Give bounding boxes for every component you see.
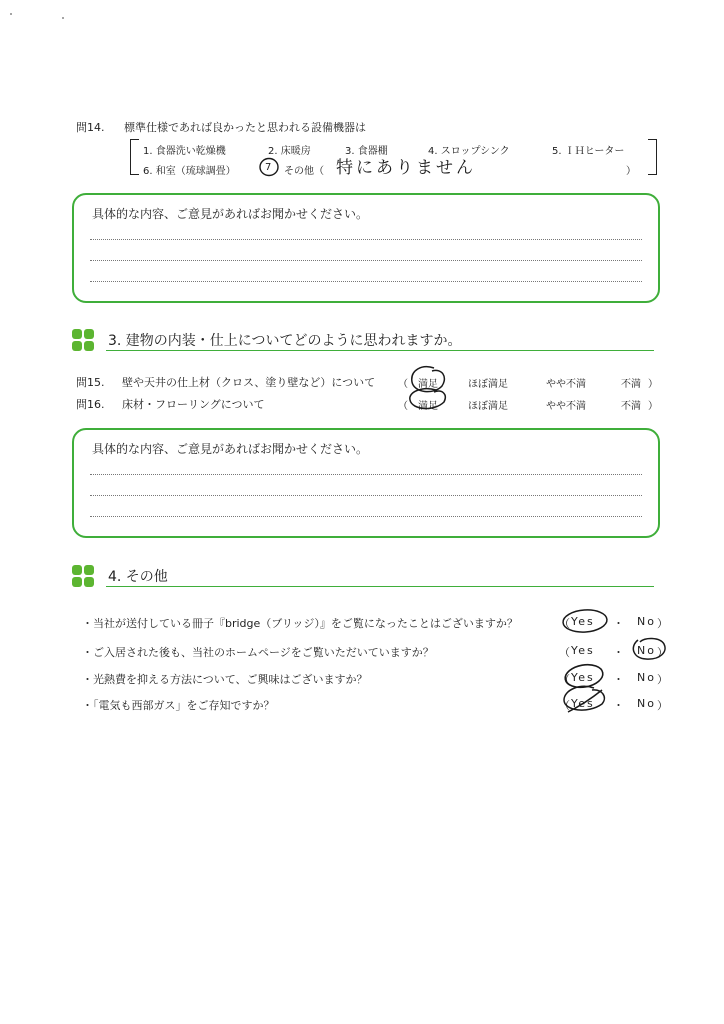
s4-q3-sep: ・ [613, 673, 624, 686]
q14-option-7-circle [258, 156, 282, 178]
s4-q3-open: （ [559, 673, 570, 686]
q15-open: （ [398, 379, 408, 390]
q14-comment-box[interactable] [72, 193, 660, 303]
q15-close: ） [648, 379, 658, 390]
s4-q2-answer-circle [628, 634, 670, 664]
q14-text: 標準仕様であれば良かったと思われる設備機器は [124, 121, 366, 134]
s4-q3-no[interactable]: No [637, 671, 656, 684]
s4-q4-text: ・「電気も西部ガス」をご存知ですか？ [82, 699, 275, 712]
clover-icon [72, 565, 94, 587]
q15-label: 問15. [76, 376, 105, 389]
section4-header [72, 565, 654, 587]
q16-answer-circle [404, 386, 452, 416]
s4-q4-sep: ・ [613, 699, 624, 712]
q15-text: 壁や天井の仕上材（クロス、塗り壁など）について [122, 376, 376, 389]
comment-line [90, 260, 642, 261]
s4-q4-close: ） [657, 699, 668, 712]
s4-q4-answer-circle [558, 684, 610, 716]
s4-q1-answer-circle [560, 604, 610, 636]
q14-option-7-label[interactable]: その他（ [284, 166, 324, 177]
s4-q1-open: （ [559, 617, 570, 630]
q14-option-7-number[interactable]: 7 [265, 162, 272, 173]
section3-comment-box[interactable] [72, 428, 660, 538]
s4-q3-yes[interactable]: Yes [571, 671, 595, 684]
s4-q4-yes[interactable]: Yes [571, 697, 595, 710]
q14-bracket-left [130, 139, 139, 175]
scan-speck [10, 13, 12, 15]
section3-title: 3. 建物の内装・仕上についてどのように思われますか。 [108, 333, 462, 349]
q16-open: （ [398, 401, 408, 412]
q14-bracket-right [648, 139, 657, 175]
q14-option-5[interactable]: 5. ＩＨヒーター [552, 146, 625, 157]
q16-close: ） [648, 401, 658, 412]
q16-opt-mostly-satisfied[interactable]: ほぼ満足 [468, 401, 508, 412]
s4-q2-yes[interactable]: Yes [571, 644, 595, 657]
s4-q1-text: ・当社が送付している冊子『bridge（ブリッジ）』をご覧になったことはございますか？ [82, 617, 518, 630]
s4-q1-close: ） [657, 617, 668, 630]
section3-rule [106, 350, 654, 351]
s4-q1-sep: ・ [613, 617, 624, 630]
q16-opt-dissatisfied[interactable]: 不満 [621, 401, 641, 412]
s4-q1-yes[interactable]: Yes [571, 615, 595, 628]
q14-option-2[interactable]: 2. 床暖房 [268, 146, 311, 157]
clover-icon [72, 329, 94, 351]
section3-header [72, 329, 654, 351]
s4-q2-no[interactable]: No [637, 644, 656, 657]
q14-option-4[interactable]: 4. スロップシンク [428, 146, 510, 157]
s4-q2-close: ） [657, 646, 668, 659]
comment-line [90, 281, 642, 282]
s4-q4-no[interactable]: No [637, 697, 656, 710]
comment-prompt: 具体的な内容、ご意見があればお聞かせください。 [92, 207, 369, 221]
comment-line [90, 516, 642, 517]
q15-opt-satisfied[interactable]: 満足 [418, 379, 438, 390]
s4-q1-no[interactable]: No [637, 615, 656, 628]
comment-prompt: 具体的な内容、ご意見があればお聞かせください。 [92, 442, 369, 456]
q14-option-6[interactable]: 6. 和室（琉球調畳） [143, 166, 236, 177]
q16-opt-somewhat-dissatisfied[interactable]: やや不満 [546, 401, 586, 412]
s4-q2-open: （ [559, 646, 570, 659]
q14-other-answer[interactable]: 特にありません [336, 158, 476, 178]
s4-q3-close: ） [657, 673, 668, 686]
s4-q3-text: ・光熱費を抑える方法について、ご興味はございますか？ [82, 673, 368, 686]
comment-line [90, 495, 642, 496]
q14-other-close: ） [626, 166, 636, 177]
q16-opt-satisfied[interactable]: 満足 [418, 401, 438, 412]
section4-title: 4. その他 [108, 569, 168, 585]
s4-q2-text: ・ご入居された後も、当社のホームページをご覧いただいていますか？ [82, 646, 434, 659]
s4-q4-open: （ [559, 699, 570, 712]
q16-label: 問16. [76, 398, 105, 411]
q16-text: 床材・フローリングについて [122, 398, 265, 411]
s4-q2-sep: ・ [613, 646, 624, 659]
q14-label: 問14. [76, 121, 105, 134]
scan-speck [62, 17, 64, 19]
section4-rule [106, 586, 654, 587]
q15-opt-mostly-satisfied[interactable]: ほぼ満足 [468, 379, 508, 390]
q15-opt-dissatisfied[interactable]: 不満 [621, 379, 641, 390]
q14-option-3[interactable]: 3. 食器棚 [345, 146, 388, 157]
comment-line [90, 239, 642, 240]
comment-line [90, 474, 642, 475]
q14-option-1[interactable]: 1. 食器洗い乾燥機 [143, 146, 226, 157]
q15-opt-somewhat-dissatisfied[interactable]: やや不満 [546, 379, 586, 390]
